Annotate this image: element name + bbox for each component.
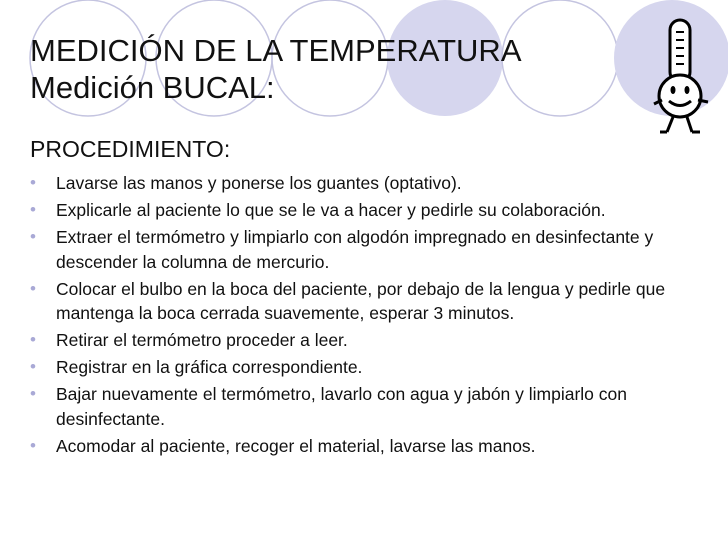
bullet-icon: • [30, 384, 36, 403]
step-text: Extraer el termómetro y limpiarlo con algodón impregnado en desinfectante y descender la columna de mercurio. [56, 227, 654, 272]
step-text: Bajar nuevamente el termómetro, lavarlo con agua y jabón y limpiarlo con desinfectante. [56, 384, 627, 429]
step-text: Registrar en la gráfica correspondiente. [56, 357, 363, 377]
step-text: Acomodar al paciente, recoger el material, lavarse las manos. [56, 435, 536, 456]
list-item [30, 355, 710, 380]
bullet-icon: • [30, 200, 36, 219]
step-text: Explicarle al paciente lo que se le va a hacer y pedirle su colaboración. [56, 200, 606, 220]
list-item [30, 198, 710, 223]
title-line-1: MEDICIÓN DE LA TEMPERATURA [30, 33, 522, 68]
thermometer-mascot-icon [652, 18, 712, 136]
procedure-list [30, 171, 710, 461]
bullet-icon: • [30, 173, 36, 192]
list-item [30, 171, 710, 196]
slide-title [30, 32, 522, 106]
bullet-icon: • [30, 330, 36, 349]
step-text: Colocar el bulbo en la boca del paciente, por debajo de la lengua y pedirle que mantenga la boca cerrada suavemente, esperar 3 minutos. [56, 278, 666, 323]
list-item [30, 277, 710, 326]
step-text: Retirar el termómetro proceder a leer. [56, 330, 348, 350]
bullet-icon: • [30, 227, 36, 246]
bullet-icon: • [30, 435, 36, 455]
step-text: Lavarse las manos y ponerse los guantes (optativo). [56, 173, 462, 193]
title-line-2: Medición BUCAL: [30, 70, 275, 105]
list-item [30, 225, 710, 274]
list-item [30, 328, 710, 353]
list-item [30, 382, 710, 431]
bullet-icon: • [30, 278, 36, 298]
list-item [30, 434, 710, 459]
bullet-icon: • [30, 357, 36, 376]
section-heading: PROCEDIMIENTO: [30, 136, 231, 162]
